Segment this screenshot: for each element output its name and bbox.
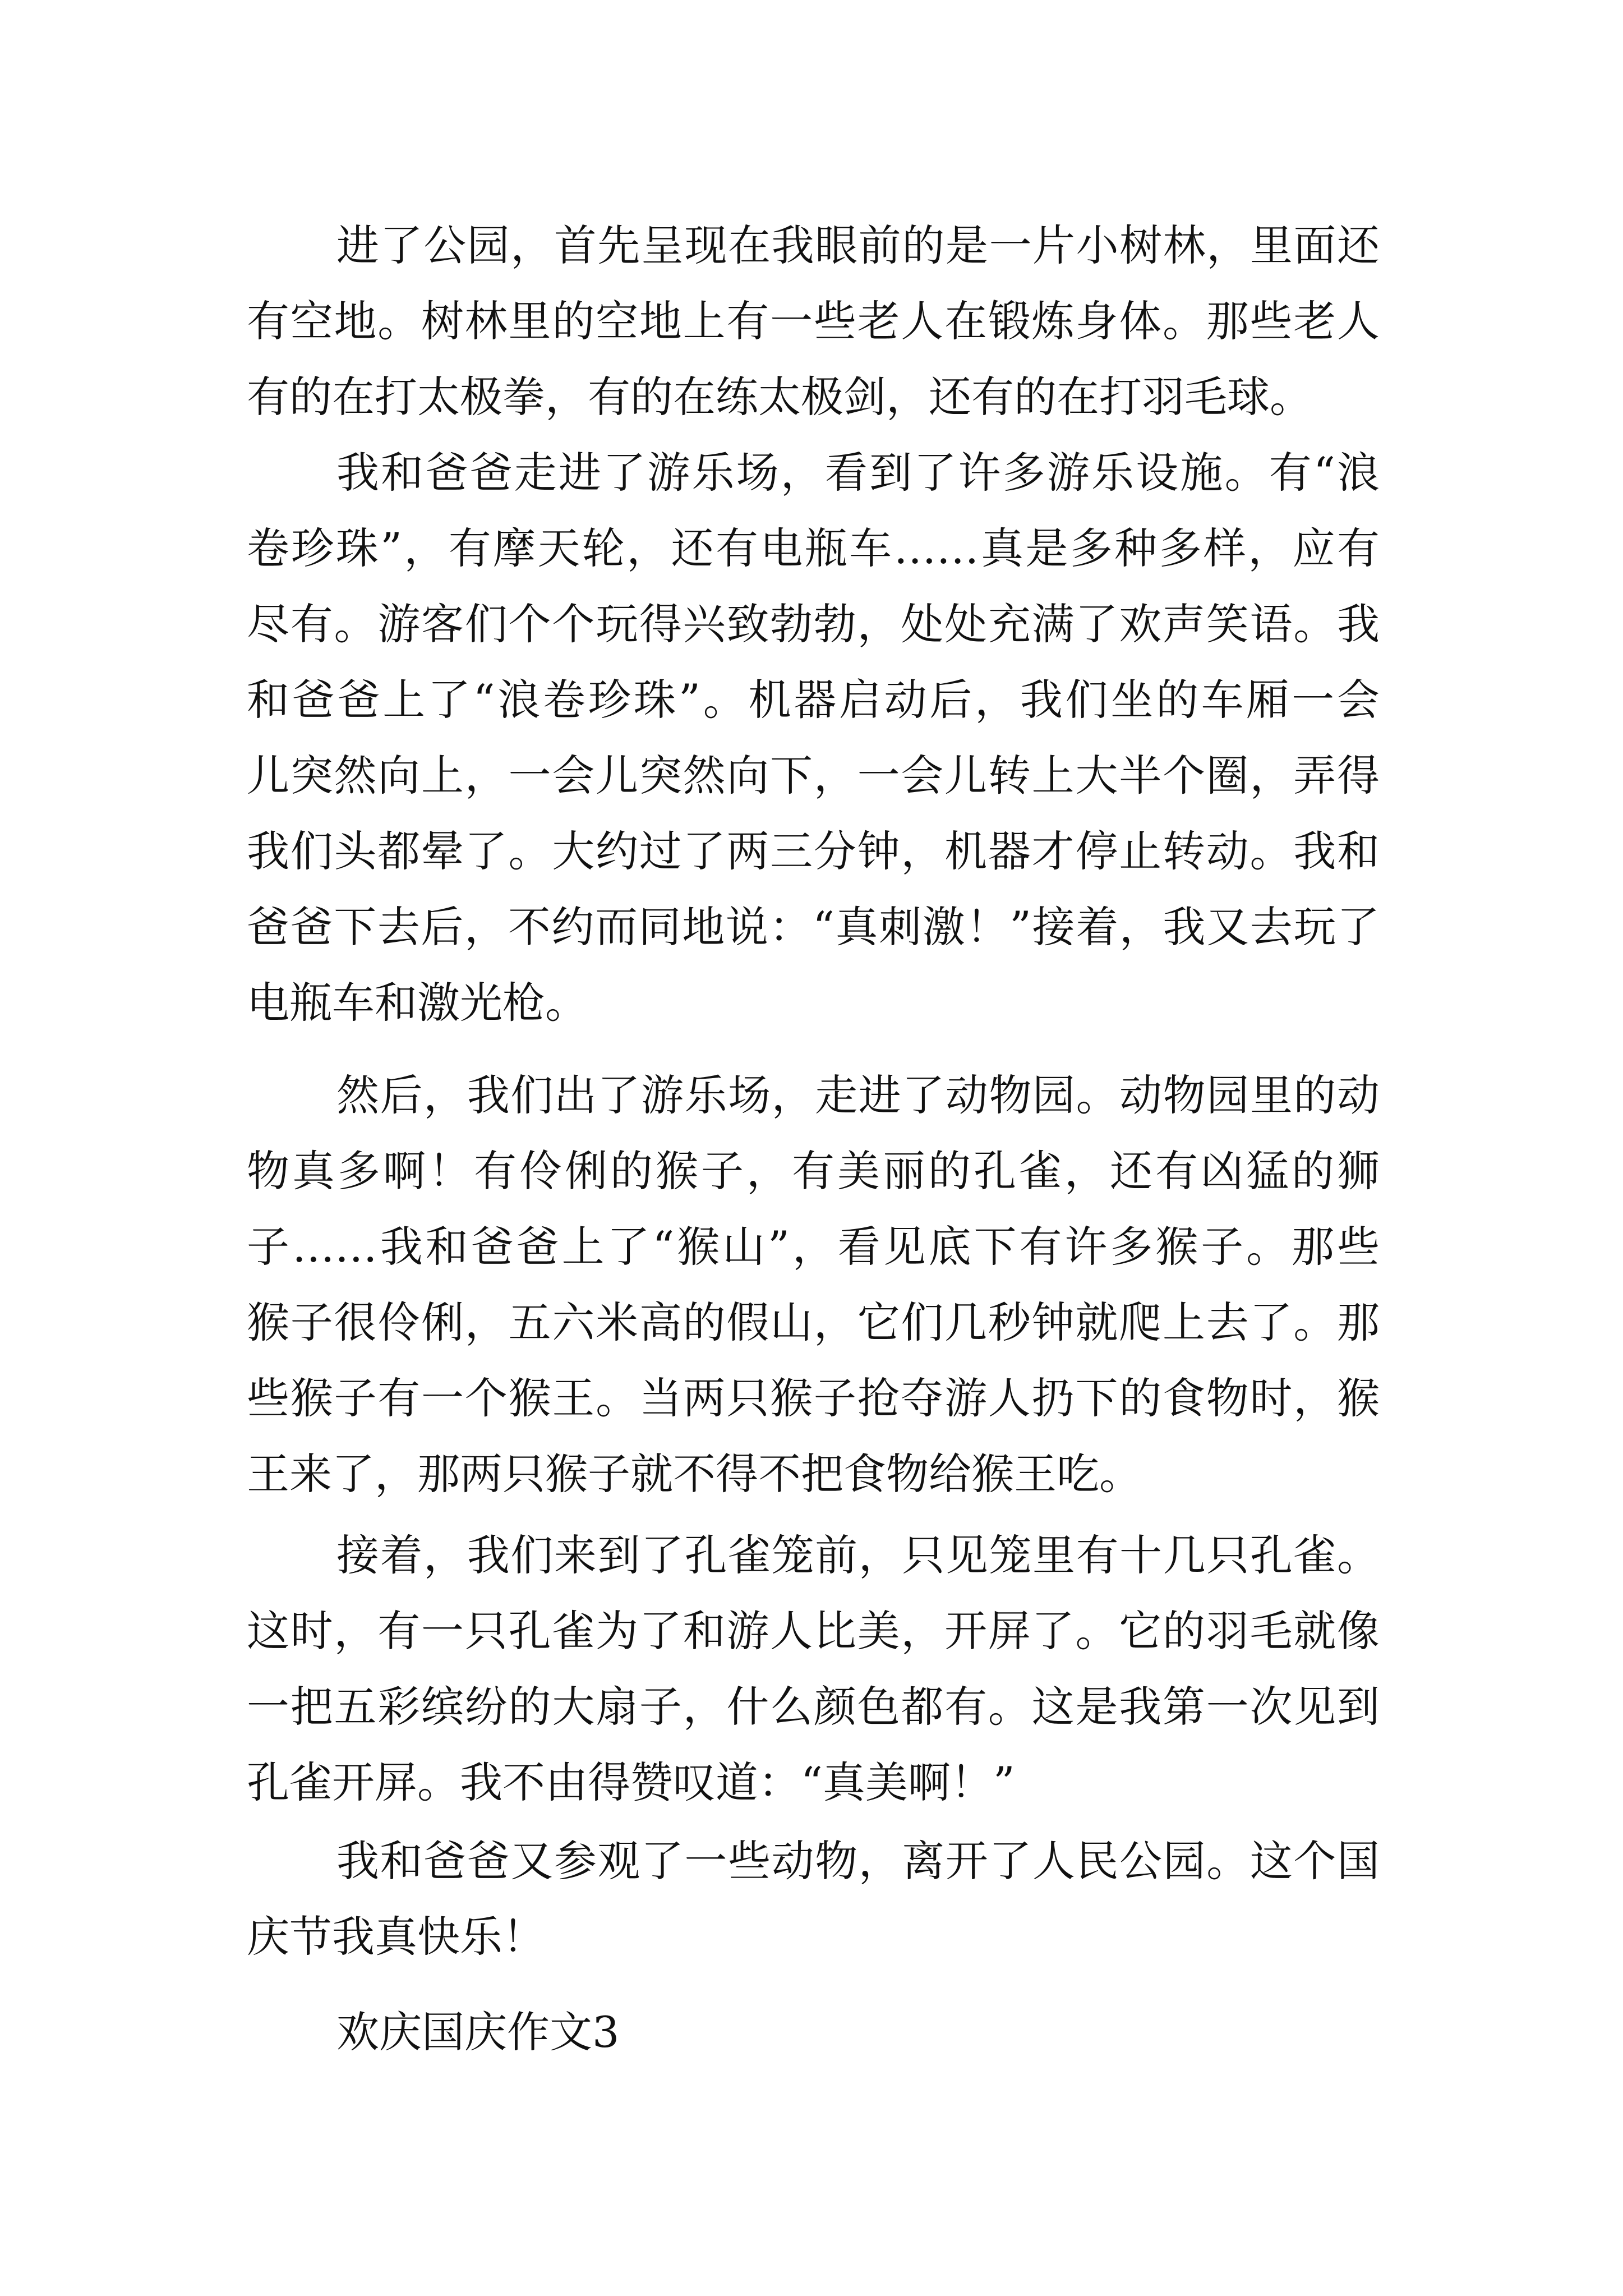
paragraph-3-line-4: 猴子很伶俐，五六米高的假山，它们几秒钟就爬上去了。那 bbox=[247, 1297, 1380, 1347]
paragraph-3-line-6: 王来了，那两只猴子就不得不把食物给猴王吃。 bbox=[247, 1449, 1142, 1499]
paragraph-2-line-1: 我和爸爸走进了游乐场，看到了许多游乐设施。有“浪 bbox=[336, 448, 1380, 498]
paragraph-2-line-5: 儿突然向上，一会儿突然向下，一会儿转上大半个圈，弄得 bbox=[247, 751, 1380, 800]
paragraph-4-line-4: 孔雀开屏。我不由得赞叹道：“真美啊！” bbox=[247, 1757, 1015, 1807]
paragraph-5-line-2: 庆节我真快乐！ bbox=[247, 1912, 545, 1962]
paragraph-5-line-1: 我和爸爸又参观了一些动物，离开了人民公园。这个国 bbox=[336, 1836, 1380, 1886]
paragraph-2-line-3: 尽有。游客们个个玩得兴致勃勃，处处充满了欢声笑语。我 bbox=[247, 599, 1380, 649]
paragraph-3-line-1: 然后，我们出了游乐场，走进了动物园。动物园里的动 bbox=[336, 1070, 1380, 1120]
paragraph-2-line-8: 电瓶车和激光枪。 bbox=[247, 978, 588, 1028]
paragraph-4-line-1: 接着，我们来到了孔雀笼前，只见笼里有十几只孔雀。 bbox=[336, 1530, 1380, 1580]
essay-title: 欢庆国庆作文3 bbox=[336, 2007, 620, 2057]
paragraph-4-line-2: 这时，有一只孔雀为了和游人比美，开屏了。它的羽毛就像 bbox=[247, 1606, 1380, 1656]
paragraph-2-line-4: 和爸爸上了“浪卷珍珠”。机器启动后，我们坐的车厢一会 bbox=[247, 675, 1380, 725]
paragraph-4-line-3: 一把五彩缤纷的大扇子，什么颜色都有。这是我第一次见到 bbox=[247, 1682, 1380, 1732]
paragraph-2-line-2: 卷珍珠”，有摩天轮，还有电瓶车……真是多种多样，应有 bbox=[247, 523, 1380, 573]
paragraph-2-line-7: 爸爸下去后，不约而同地说：“真刺激！”接着，我又去玩了 bbox=[247, 902, 1380, 952]
paragraph-1-line-3: 有的在打太极拳，有的在练太极剑，还有的在打羽毛球。 bbox=[247, 372, 1312, 422]
paragraph-1-line-2: 有空地。树林里的空地上有一些老人在锻炼身体。那些老人 bbox=[247, 296, 1380, 346]
paragraph-3-line-2: 物真多啊！有伶俐的猴子，有美丽的孔雀，还有凶猛的狮 bbox=[247, 1146, 1380, 1196]
paragraph-3-line-3: 子……我和爸爸上了“猴山”，看见底下有许多猴子。那些 bbox=[247, 1222, 1380, 1272]
paragraph-1-line-1: 进了公园，首先呈现在我眼前的是一片小树林，里面还 bbox=[336, 220, 1380, 270]
paragraph-3-line-5: 些猴子有一个猴王。当两只猴子抢夺游人扔下的食物时，猴 bbox=[247, 1373, 1380, 1423]
paragraph-2-line-6: 我们头都晕了。大约过了两三分钟，机器才停止转动。我和 bbox=[247, 826, 1380, 876]
